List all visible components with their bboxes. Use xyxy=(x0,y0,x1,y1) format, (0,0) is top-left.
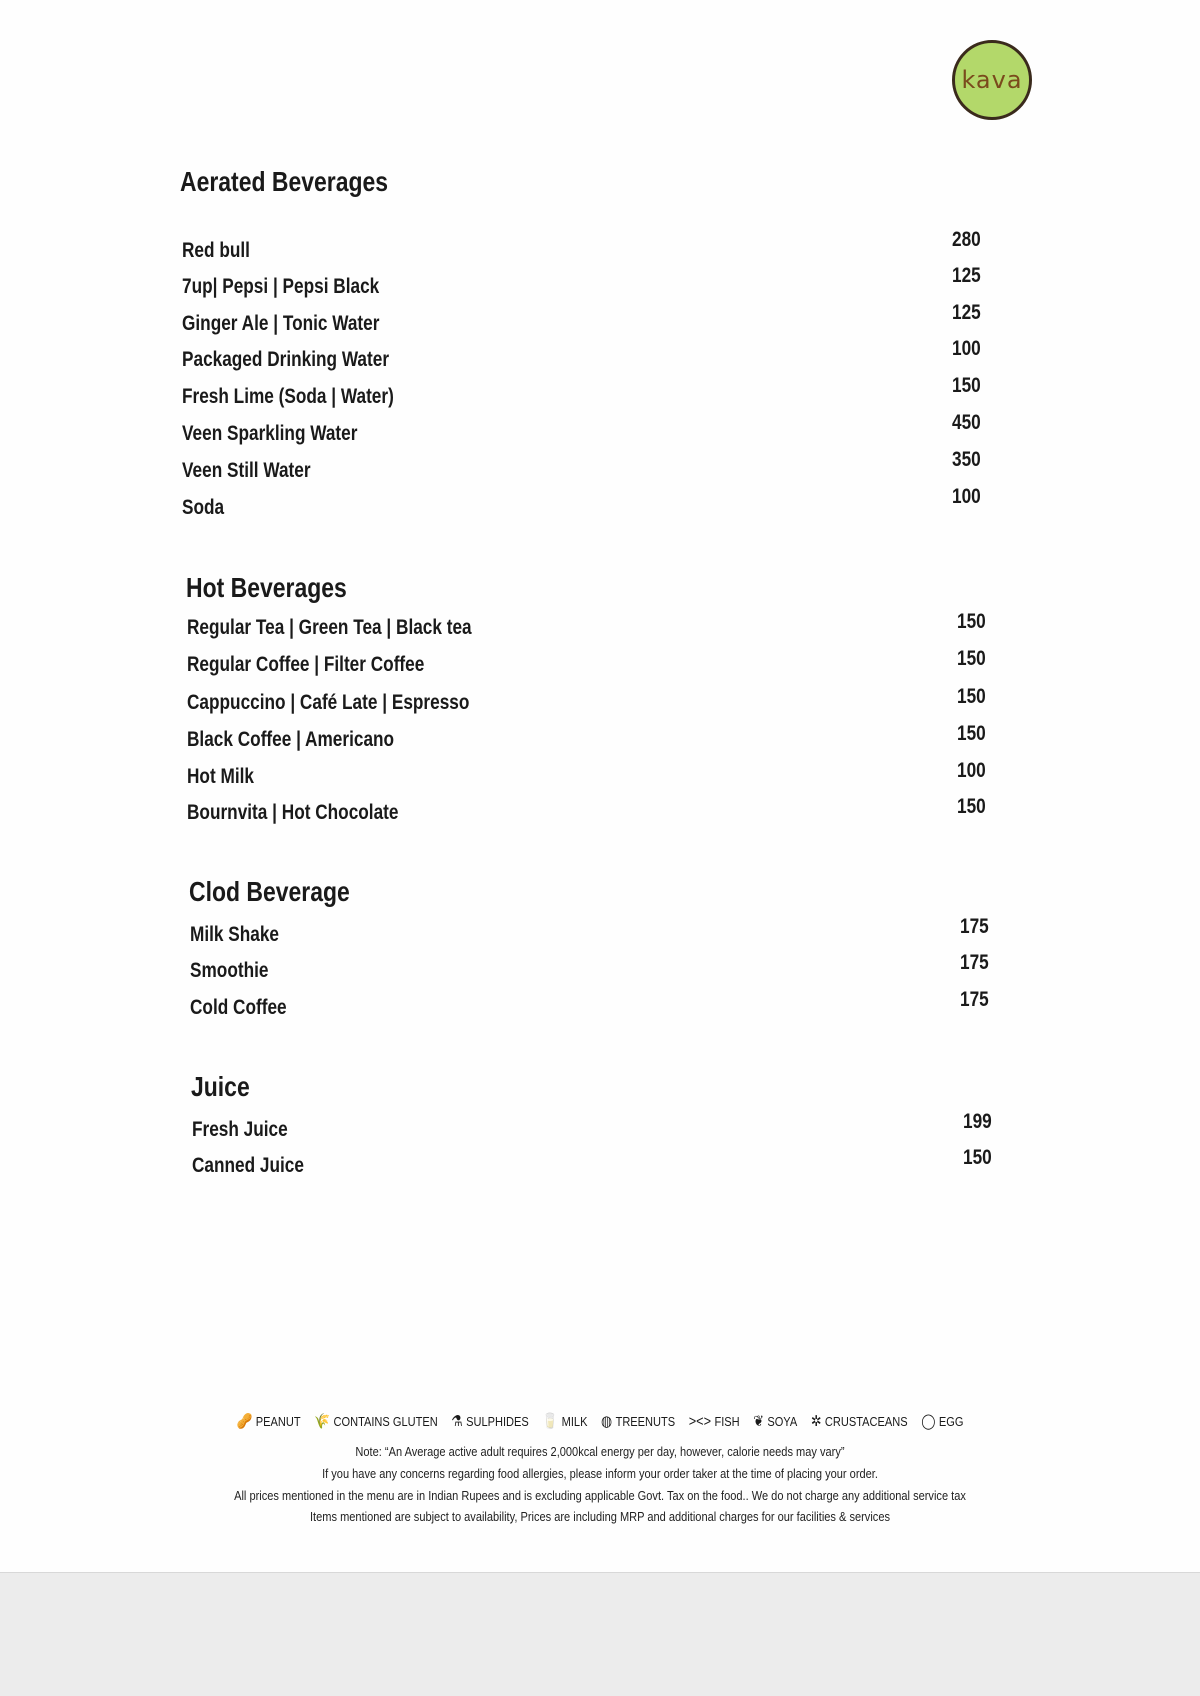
menu-item-price: 150 xyxy=(957,647,986,670)
note-calories: Note: “An Average active adult requires 2,000kcal energy per day, however, calorie needs may vary” xyxy=(355,1444,845,1459)
allergen-sulphides xyxy=(451,1412,528,1430)
allergen-label: SULPHIDES xyxy=(466,1413,529,1429)
menu-item-price: 150 xyxy=(957,722,986,745)
menu-item-name: Regular Tea | Green Tea | Black tea xyxy=(187,616,472,639)
menu-item-price: 125 xyxy=(952,264,981,287)
allergen-label: CONTAINS GLUTEN xyxy=(333,1413,438,1429)
menu-item-name: Red bull xyxy=(182,239,250,262)
menu-item-name: 7up| Pepsi | Pepsi Black xyxy=(182,275,380,298)
allergen-fish xyxy=(689,1412,740,1430)
menu-item-name: Hot Milk xyxy=(187,765,254,788)
milk-icon: 🥛 xyxy=(542,1413,559,1430)
allergen-soya xyxy=(753,1412,797,1430)
menu-item-price: 150 xyxy=(957,685,986,708)
menu-item-name: Packaged Drinking Water xyxy=(182,348,390,371)
menu-item-price: 175 xyxy=(960,988,989,1011)
fish-icon: ><> xyxy=(688,1412,712,1430)
allergen-label: SOYA xyxy=(767,1413,798,1429)
note-prices: All prices mentioned in the menu are in Indian Rupees and is excluding applicable Govt. Tax on the food.. We do not charge any additional service tax xyxy=(234,1488,966,1503)
treenuts-icon: ◍ xyxy=(601,1413,613,1430)
allergen-crustaceans xyxy=(811,1412,908,1430)
menu-item-name: Cappuccino | Café Late | Espresso xyxy=(187,691,470,714)
menu-item-price: 100 xyxy=(952,485,981,508)
menu-item-name: Soda xyxy=(182,496,225,519)
allergen-label: TREENUTS xyxy=(615,1413,676,1429)
menu-item-price: 175 xyxy=(960,951,989,974)
menu-item-price: 150 xyxy=(952,374,981,397)
sulphides-icon: ⚗ xyxy=(451,1413,463,1430)
menu-item-name: Veen Still Water xyxy=(182,459,311,482)
menu-item-name: Black Coffee | Americano xyxy=(187,728,395,751)
menu-item-price: 100 xyxy=(952,337,981,360)
allergen-treenuts xyxy=(601,1412,675,1430)
menu-item-price: 450 xyxy=(952,411,981,434)
menu-item-name: Fresh Juice xyxy=(192,1118,288,1141)
section-title: Aerated Beverages xyxy=(180,166,389,197)
menu-item-price: 100 xyxy=(957,759,986,782)
section-title: Hot Beverages xyxy=(186,572,347,603)
menu-item-price: 350 xyxy=(952,448,981,471)
allergen-peanut xyxy=(237,1412,301,1430)
scan-background xyxy=(0,1573,1200,1696)
kava-logo xyxy=(952,40,1032,120)
menu-item-price: 199 xyxy=(963,1110,992,1133)
menu-item-name: Cold Coffee xyxy=(190,996,287,1019)
menu-item-name: Ginger Ale | Tonic Water xyxy=(182,312,380,335)
allergen-label: CRUSTACEANS xyxy=(824,1413,908,1429)
menu-item-price: 150 xyxy=(963,1146,992,1169)
logo-text: kava xyxy=(961,66,1023,94)
menu-item-name: Milk Shake xyxy=(190,923,280,946)
crustaceans-icon: ✲ xyxy=(810,1413,822,1430)
menu-item-price: 150 xyxy=(957,610,986,633)
allergen-label: PEANUT xyxy=(255,1413,301,1429)
menu-item-price: 150 xyxy=(957,795,986,818)
egg-icon: ◯ xyxy=(921,1413,936,1430)
menu-item-name: Smoothie xyxy=(190,959,269,982)
allergen-label: MILK xyxy=(561,1413,588,1429)
allergen-label: FISH xyxy=(714,1413,740,1429)
menu-item-price: 280 xyxy=(952,228,981,251)
menu-item-price: 175 xyxy=(960,915,989,938)
allergen-milk xyxy=(542,1412,587,1430)
allergen-legend xyxy=(90,1412,1110,1430)
note-allergies: If you have any concerns regarding food allergies, please inform your order taker at the time of placing your order. xyxy=(322,1466,878,1481)
section-title: Clod Beverage xyxy=(189,876,350,907)
peanut-icon: 🥜 xyxy=(236,1413,253,1430)
allergen-contains-gluten xyxy=(314,1412,437,1430)
section-title: Juice xyxy=(191,1071,250,1102)
menu-item-name: Bournvita | Hot Chocolate xyxy=(187,801,399,824)
soya-icon: ❦ xyxy=(753,1413,764,1430)
menu-item-price: 125 xyxy=(952,301,981,324)
menu-item-name: Canned Juice xyxy=(192,1154,304,1177)
menu-item-name: Veen Sparkling Water xyxy=(182,422,358,445)
allergen-label: EGG xyxy=(938,1413,964,1429)
note-availability: Items mentioned are subject to availability, Prices are including MRP and additional charges for our facilities & services xyxy=(309,1509,890,1524)
gluten-icon: 🌾 xyxy=(314,1413,331,1430)
menu-item-name: Regular Coffee | Filter Coffee xyxy=(187,653,425,676)
menu-item-name: Fresh Lime (Soda | Water) xyxy=(182,385,394,408)
allergen-egg xyxy=(921,1412,963,1430)
